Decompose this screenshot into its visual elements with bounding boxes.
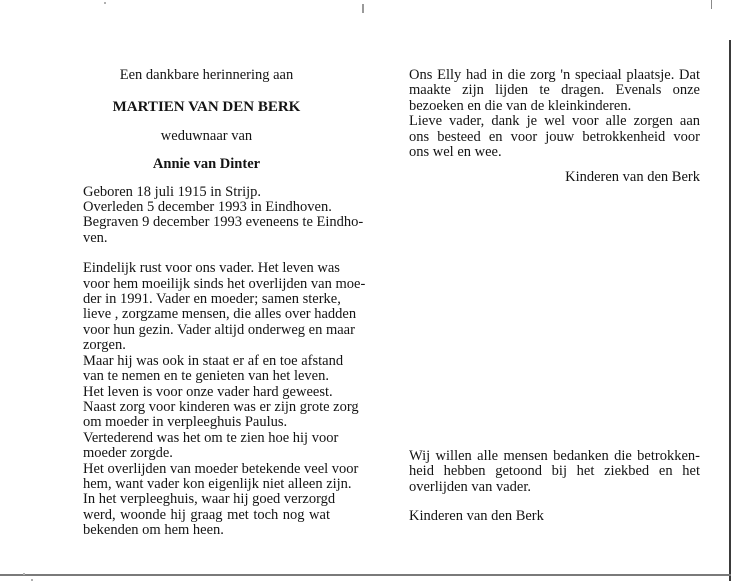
life-event-line: Overleden 5 december 1993 in Eindhoven.	[83, 199, 332, 216]
thanks-text	[409, 449, 700, 495]
memorial-line: moeder zorgde.	[83, 445, 173, 462]
fold-mark	[362, 4, 364, 13]
thanks-line: overlijden van vader.	[409, 478, 531, 495]
life-event-line: Begraven 9 december 1993 eveneens te Eindho-	[83, 214, 364, 231]
memorial-line: voor hem moeilijk sinds het overlijden van moe-	[83, 275, 366, 292]
tribute-text	[409, 68, 700, 160]
memorial-line: werd, woonde hij graag met toch nog wat	[83, 506, 330, 523]
deceased-name: MARTIEN VAN DEN BERK	[112, 99, 301, 116]
memorial-line: om moeder in verpleeghuis Paulus.	[83, 414, 288, 431]
memorial-line: Het overlijden van moeder betekende veel voor	[83, 460, 359, 477]
corner-mark	[711, 0, 712, 9]
memorial-line: bekenden om hem heen.	[83, 522, 224, 539]
life-event-line: ven.	[83, 229, 108, 246]
spouse-name: Annie van Dinter	[152, 156, 261, 173]
memorial-text	[83, 260, 366, 539]
signature-bottom: Kinderen van den Berk	[409, 508, 544, 525]
tribute-line: bezoeken en die van de kleinkinderen.	[409, 97, 632, 114]
memorial-line: In het verpleeghuis, waar hij goed verzorgd	[83, 491, 336, 508]
memorial-line: Eindelijk rust voor ons vader. Het leven was	[83, 260, 340, 277]
thanks-line: Wij willen alle mensen bedanken die betrokken-	[409, 447, 700, 464]
tribute-line: Lieve vader, dank je wel voor alle zorgen aan	[409, 113, 700, 130]
tribute-line: ons besteed en voor jouw betrokkenheid voor	[409, 128, 700, 145]
card-edge-bottom	[0, 574, 731, 576]
thanks-line: heid hebben getoond bij het ziekbed en het	[409, 463, 700, 480]
tribute-line: maakte zijn lijden te dragen. Evenals onze	[409, 82, 700, 99]
memorial-line: Maar hij was ook in staat er af en toe afstand	[83, 352, 344, 369]
memorial-line: lieve , zorgzame mensen, die alles over hadden	[83, 306, 357, 323]
right-column	[409, 68, 700, 524]
left-column	[83, 67, 366, 539]
memorial-line: hem, want vader kon eigenlijk niet alleen zijn.	[83, 475, 352, 492]
scan-speck	[104, 2, 106, 4]
scan-speck	[23, 573, 25, 575]
memorial-line: der in 1991. Vader en moeder; samen sterke,	[83, 291, 341, 308]
intro-line: Een dankbare herinnering aan	[119, 67, 294, 83]
memorial-line: zorgen.	[83, 337, 126, 354]
memorial-line: Naast zorg voor kinderen was er zijn grote zorg	[83, 398, 359, 415]
memorial-line: voor hun gezin. Vader altijd onderweg en maar	[83, 321, 355, 338]
life-events	[83, 183, 364, 247]
tribute-line: Ons Elly had in die zorg 'n speciaal plaatsje. Dat	[409, 67, 700, 83]
card-edge-right	[729, 40, 731, 581]
relation-line: weduwnaar van	[160, 127, 253, 144]
signature-top: Kinderen van den Berk	[565, 169, 700, 186]
memorial-line: van te nemen en te genieten van het leven.	[83, 368, 329, 385]
tribute-line: ons wel en wee.	[409, 144, 502, 161]
memorial-line: Het leven is voor onze vader hard geweest.	[83, 383, 333, 400]
memorial-line: Vertederend was het om te zien hoe hij voor	[83, 429, 339, 446]
life-event-line: Geboren 18 juli 1915 in Strijp.	[83, 183, 262, 200]
